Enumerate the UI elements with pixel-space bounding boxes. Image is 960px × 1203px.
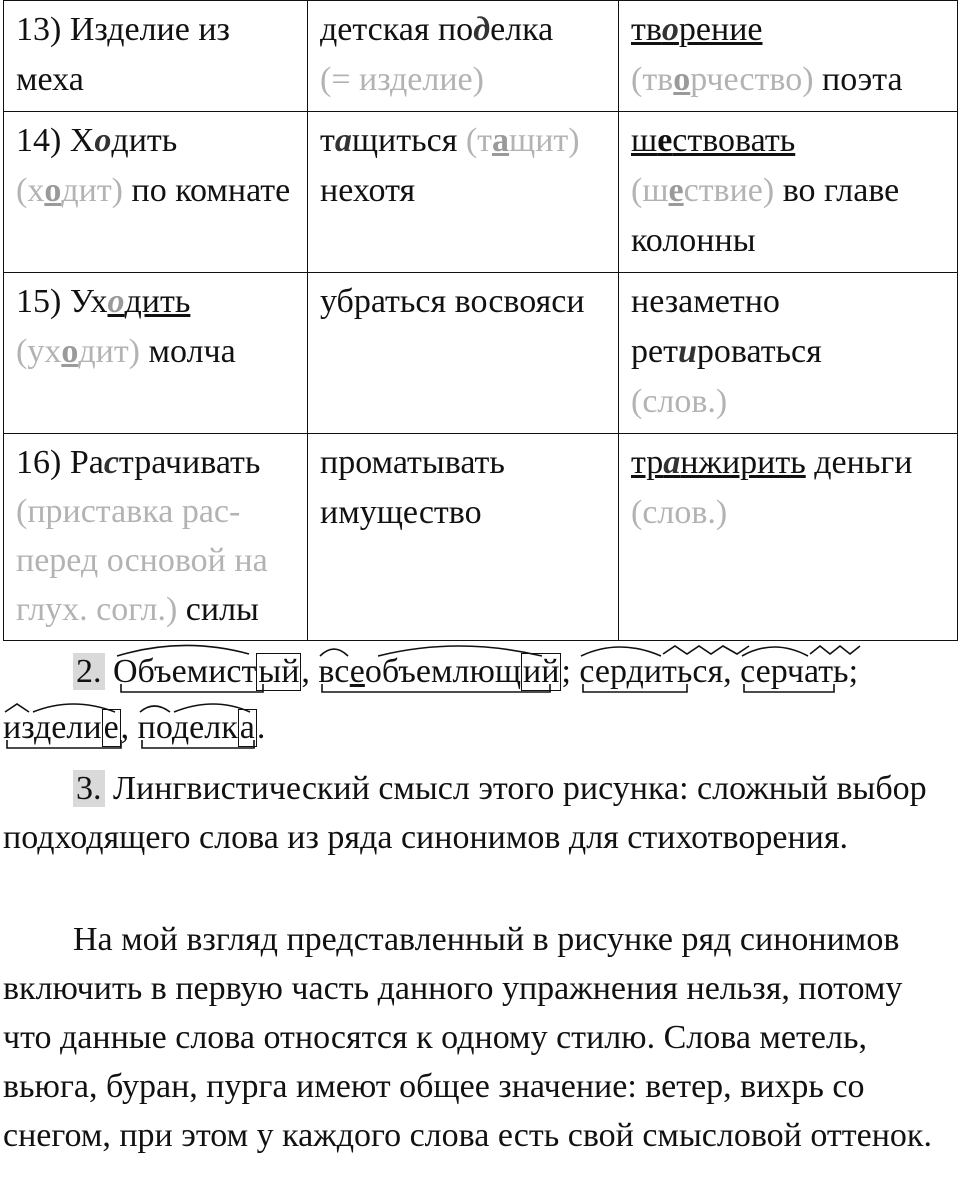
word-morphemes: изделие xyxy=(3,700,121,756)
table-row xyxy=(4,1,958,112)
table-cell: тащиться (тащит) нехотя xyxy=(308,112,619,273)
table-cell: 14) Ходить (ходит) по комнате xyxy=(4,112,308,273)
table-cell: проматывать имущество xyxy=(308,434,619,641)
synonyms-table xyxy=(3,0,958,641)
section-number: 3. xyxy=(73,770,105,807)
ending-box: ый xyxy=(258,653,300,690)
section-2: 2. Объемистый , всеобъемлющий ; сердиться , серчать ; изделие , поделка . xyxy=(3,644,955,756)
word-morphemes: всеобъемлющий xyxy=(318,644,561,700)
table-cell: убраться восвояси xyxy=(308,273,619,434)
table-cell: детская поделка (= изделие) xyxy=(308,1,619,112)
table-cell: транжирить деньги (слов.) xyxy=(619,434,958,641)
section-3-paragraph-2: На мой взгляд представленный в рисунке ряд синонимов включить в первую часть данного упражнения нельзя, потому что данные слова относятся к одному стилю. Слова метель, вьюга, буран, пурга имеют общее значение: ветер, вихрь со снегом, при этом у каждого слова есть свой смысловой оттенок. xyxy=(3,921,932,1154)
table-cell: творение (творчество) поэта xyxy=(619,1,958,112)
word-morphemes: поделка xyxy=(138,700,257,756)
table-cell: шествовать (шествие) во главе колонны xyxy=(619,112,958,273)
table-cell: незаметно ретироваться (слов.) xyxy=(619,273,958,434)
table-row xyxy=(4,434,958,641)
word-morphemes: серчать xyxy=(740,644,848,700)
section-number: 2. xyxy=(73,653,105,690)
table-cell: 13) Изделие из меха xyxy=(4,1,308,112)
section-3-paragraph-1: 3. Лингвистический смысл этого рисунка: сложный выбор подходящего слова из ряда синонимов для стихотворения. xyxy=(3,770,927,856)
table-cell: 15) Уходить (уходит) молча xyxy=(4,273,308,434)
ending-box: е xyxy=(103,709,119,746)
word-morphemes: Объемистый xyxy=(113,644,301,700)
ending-box: а xyxy=(239,709,255,746)
table-row xyxy=(4,112,958,273)
table-row xyxy=(4,273,958,434)
word-morphemes: сердиться xyxy=(579,644,723,700)
ending-box: ий xyxy=(523,653,560,690)
table-cell: 16) Растрачивать (приставка рас- перед основой на глух. согл.) силы xyxy=(4,434,308,641)
